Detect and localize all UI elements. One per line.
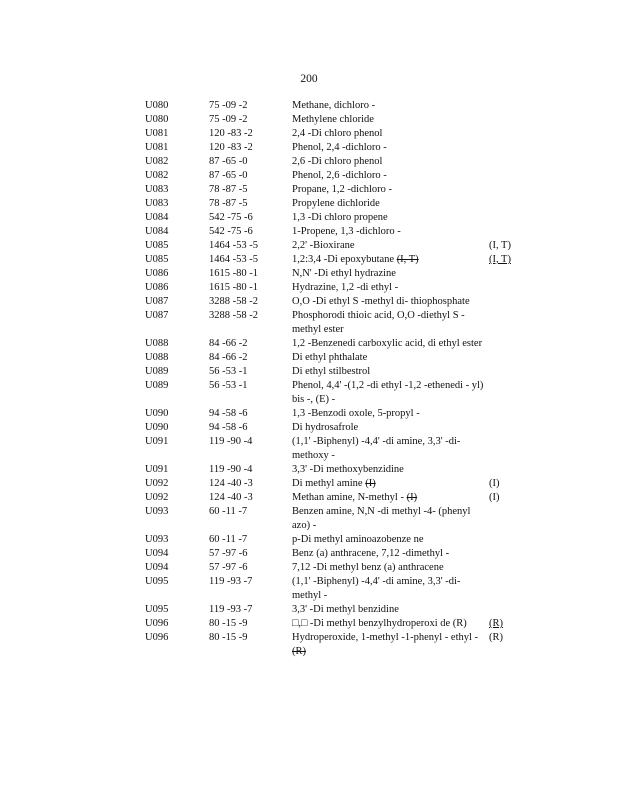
waste-code: U088	[145, 352, 169, 363]
cas-number: 1615 -80 -1	[209, 268, 258, 279]
waste-code: U088	[145, 338, 169, 349]
cas-number: 75 -09 -2	[209, 114, 248, 125]
cas-number: 94 -58 -6	[209, 408, 248, 419]
waste-code: U087	[145, 310, 169, 321]
cas-number: 3288 -58 -2	[209, 310, 258, 321]
waste-code: U087	[145, 296, 169, 307]
table-row	[145, 309, 525, 337]
cas-number: 124 -40 -3	[209, 492, 253, 503]
cas-number: 542 -75 -6	[209, 212, 253, 223]
table-row	[145, 463, 525, 477]
waste-code: U092	[145, 492, 169, 503]
chemical-name-cell	[292, 435, 488, 463]
table-row	[145, 113, 525, 127]
chemical-name: Propane, 1,2 -dichloro -	[292, 184, 393, 195]
chemical-name-cell	[292, 365, 488, 379]
chemical-name-cell	[292, 295, 488, 309]
waste-code: U095	[145, 576, 169, 587]
chemical-name-cell	[292, 113, 488, 127]
waste-code: U083	[145, 198, 169, 209]
cas-number: 78 -87 -5	[209, 184, 248, 195]
cas-number: 80 -15 -9	[209, 632, 248, 643]
chemical-name: Di hydrosafrole	[292, 422, 359, 433]
cas-number: 1464 -53 -5	[209, 240, 258, 251]
waste-code: U091	[145, 464, 169, 475]
table-row	[145, 407, 525, 421]
chemical-name: 2,6 -Di chloro phenol	[292, 156, 383, 167]
table-row	[145, 617, 525, 631]
cas-number: 124 -40 -3	[209, 478, 253, 489]
cas-number: 120 -83 -2	[209, 142, 253, 153]
chemical-name: Di ethyl phthalate	[292, 352, 368, 363]
waste-code: U096	[145, 632, 169, 643]
waste-code: U081	[145, 142, 169, 153]
table-row	[145, 99, 525, 113]
chemical-name-cell	[292, 561, 488, 575]
waste-code-table	[145, 99, 525, 659]
chemical-name-cell	[292, 631, 488, 659]
chemical-name-cell	[292, 127, 488, 141]
chemical-name: 2,2' -Bioxirane	[292, 240, 355, 251]
chemical-name-cell	[292, 211, 488, 225]
table-row	[145, 169, 525, 183]
waste-code: U090	[145, 408, 169, 419]
chemical-name-cell	[292, 463, 488, 477]
waste-code: U094	[145, 562, 169, 573]
chemical-name: p-Di methyl aminoazobenze ne	[292, 534, 424, 545]
cas-number: 119 -90 -4	[209, 464, 253, 475]
chemical-name-cell	[292, 99, 488, 113]
table-row	[145, 127, 525, 141]
chemical-name-cell	[292, 477, 488, 491]
chemical-name-cell	[292, 169, 488, 183]
chemical-name: N,N' -Di ethyl hydrazine	[292, 268, 396, 279]
table-row	[145, 351, 525, 365]
hazard-code: (I)	[489, 492, 500, 503]
table-row	[145, 281, 525, 295]
waste-code: U085	[145, 254, 169, 265]
table-row	[145, 197, 525, 211]
chemical-name: 1-Propene, 1,3 -dichloro -	[292, 226, 401, 237]
chemical-name-cell	[292, 253, 488, 267]
cas-number: 60 -11 -7	[209, 506, 248, 517]
page-number: 200	[300, 73, 318, 85]
chemical-name: (1,1' -Biphenyl) -4,4' -di amine, 3,3' -di- methoxy -	[292, 436, 461, 461]
table-row	[145, 631, 525, 659]
chemical-name-cell	[292, 421, 488, 435]
waste-code: U085	[145, 240, 169, 251]
chemical-name-cell	[292, 505, 488, 533]
chemical-name-cell	[292, 225, 488, 239]
chemical-name: 1,3 -Di chloro propene	[292, 212, 388, 223]
table-row	[145, 575, 525, 603]
cas-number: 78 -87 -5	[209, 198, 248, 209]
chemical-name: Phenol, 4,4' -(1,2 -di ethyl -1,2 -ethenedi - yl) bis -, (E) -	[292, 380, 484, 405]
table-row	[145, 505, 525, 533]
cas-number: 94 -58 -6	[209, 422, 248, 433]
table-row	[145, 491, 525, 505]
table-row	[145, 337, 525, 351]
chemical-name: Propylene dichloride	[292, 198, 380, 209]
cas-number: 84 -66 -2	[209, 338, 248, 349]
table-row	[145, 365, 525, 379]
cas-number: 80 -15 -9	[209, 618, 248, 629]
waste-code: U094	[145, 548, 169, 559]
chemical-name: Phenol, 2,6 -dichloro -	[292, 170, 387, 181]
waste-code: U082	[145, 170, 169, 181]
chemical-name-cell	[292, 491, 488, 505]
waste-code: U080	[145, 114, 169, 125]
table-row	[145, 561, 525, 575]
waste-code: U083	[145, 184, 169, 195]
table-row	[145, 225, 525, 239]
chemical-name: O,O -Di ethyl S -methyl di- thiophosphate	[292, 296, 470, 307]
chemical-name: Benzen amine, N,N -di methyl -4- (phenyl azo) -	[292, 506, 471, 531]
struck-hazard-code: (I)	[406, 492, 418, 503]
chemical-name-cell	[292, 267, 488, 281]
table-row	[145, 435, 525, 463]
chemical-name-cell	[292, 407, 488, 421]
cas-number: 1615 -80 -1	[209, 282, 258, 293]
table-row	[145, 253, 525, 267]
table-row	[145, 211, 525, 225]
struck-hazard-code: (I, T)	[396, 254, 419, 265]
hazard-code: (I, T)	[489, 240, 511, 251]
table-row	[145, 155, 525, 169]
table-row	[145, 603, 525, 617]
struck-hazard-code: (R)	[292, 646, 306, 657]
table-row	[145, 421, 525, 435]
waste-code: U080	[145, 100, 169, 111]
waste-code: U093	[145, 534, 169, 545]
waste-code: U084	[145, 226, 169, 237]
chemical-name: Hydroperoxide, 1-methyl -1-phenyl - ethyl -	[292, 632, 479, 643]
chemical-name: □,□ -Di methyl benzylhydroperoxi de (R)	[292, 618, 467, 629]
chemical-name-cell	[292, 239, 488, 253]
table-row	[145, 379, 525, 407]
chemical-name: 1,2:3,4 -Di epoxybutane	[292, 254, 395, 265]
cas-number: 119 -90 -4	[209, 436, 253, 447]
chemical-name: Methylene chloride	[292, 114, 374, 125]
chemical-name: Di methyl amine	[292, 478, 363, 489]
table-row	[145, 183, 525, 197]
cas-number: 119 -93 -7	[209, 604, 253, 615]
cas-number: 3288 -58 -2	[209, 296, 258, 307]
cas-number: 56 -53 -1	[209, 380, 248, 391]
chemical-name: 7,12 -Di methyl benz (a) anthracene	[292, 562, 444, 573]
waste-code: U093	[145, 506, 169, 517]
hazard-code: (R)	[489, 618, 503, 629]
cas-number: 87 -65 -0	[209, 170, 248, 181]
chemical-name: Phenol, 2,4 -dichloro -	[292, 142, 387, 153]
cas-number: 57 -97 -6	[209, 548, 248, 559]
table-row	[145, 547, 525, 561]
waste-code: U081	[145, 128, 169, 139]
chemical-name: 1,3 -Benzodi oxole, 5-propyl -	[292, 408, 420, 419]
table-row	[145, 477, 525, 491]
chemical-name: 3,3' -Di methoxybenzidine	[292, 464, 404, 475]
cas-number: 84 -66 -2	[209, 352, 248, 363]
waste-code: U089	[145, 380, 169, 391]
table-row	[145, 533, 525, 547]
cas-number: 120 -83 -2	[209, 128, 253, 139]
cas-number: 1464 -53 -5	[209, 254, 258, 265]
chemical-name-cell	[292, 197, 488, 211]
chemical-name: Methane, dichloro -	[292, 100, 376, 111]
waste-code: U089	[145, 366, 169, 377]
chemical-name-cell	[292, 281, 488, 295]
hazard-code: (I)	[489, 478, 500, 489]
waste-code: U096	[145, 618, 169, 629]
chemical-name-cell	[292, 617, 488, 631]
table-row	[145, 141, 525, 155]
waste-code: U092	[145, 478, 169, 489]
chemical-name-cell	[292, 575, 488, 603]
hazard-code: (I, T)	[489, 254, 511, 265]
waste-code: U086	[145, 268, 169, 279]
table-row	[145, 295, 525, 309]
chemical-name: 2,4 -Di chloro phenol	[292, 128, 383, 139]
waste-code: U086	[145, 282, 169, 293]
chemical-name: 3,3' -Di methyl benzidine	[292, 604, 399, 615]
chemical-name-cell	[292, 337, 488, 351]
chemical-name-cell	[292, 155, 488, 169]
chemical-name-cell	[292, 183, 488, 197]
waste-code: U082	[145, 156, 169, 167]
cas-number: 119 -93 -7	[209, 576, 253, 587]
cas-number: 542 -75 -6	[209, 226, 253, 237]
chemical-name-cell	[292, 547, 488, 561]
cas-number: 60 -11 -7	[209, 534, 248, 545]
cas-number: 75 -09 -2	[209, 100, 248, 111]
waste-code: U084	[145, 212, 169, 223]
chemical-name: Di ethyl stilbestrol	[292, 366, 371, 377]
chemical-name-cell	[292, 141, 488, 155]
waste-code: U095	[145, 604, 169, 615]
waste-code: U090	[145, 422, 169, 433]
table-row	[145, 267, 525, 281]
cas-number: 57 -97 -6	[209, 562, 248, 573]
cas-number: 56 -53 -1	[209, 366, 248, 377]
chemical-name: Methan amine, N-methyl -	[292, 492, 404, 503]
cas-number: 87 -65 -0	[209, 156, 248, 167]
chemical-name: Benz (a) anthracene, 7,12 -dimethyl -	[292, 548, 450, 559]
hazard-code: (R)	[489, 632, 503, 643]
chemical-name: Phosphorodi thioic acid, O,O -diethyl S -methyl ester	[292, 310, 465, 335]
chemical-name-cell	[292, 379, 488, 407]
waste-code: U091	[145, 436, 169, 447]
struck-hazard-code: (I)	[365, 478, 376, 489]
chemical-name-cell	[292, 309, 488, 337]
chemical-name-cell	[292, 603, 488, 617]
chemical-name-cell	[292, 533, 488, 547]
chemical-name: Hydrazine, 1,2 -di ethyl -	[292, 282, 399, 293]
chemical-name: 1,2 -Benzenedi carboxylic acid, di ethyl ester	[292, 338, 483, 349]
chemical-name: (1,1' -Biphenyl) -4,4' -di amine, 3,3' -di- methyl -	[292, 576, 461, 601]
table-row	[145, 239, 525, 253]
chemical-name-cell	[292, 351, 488, 365]
